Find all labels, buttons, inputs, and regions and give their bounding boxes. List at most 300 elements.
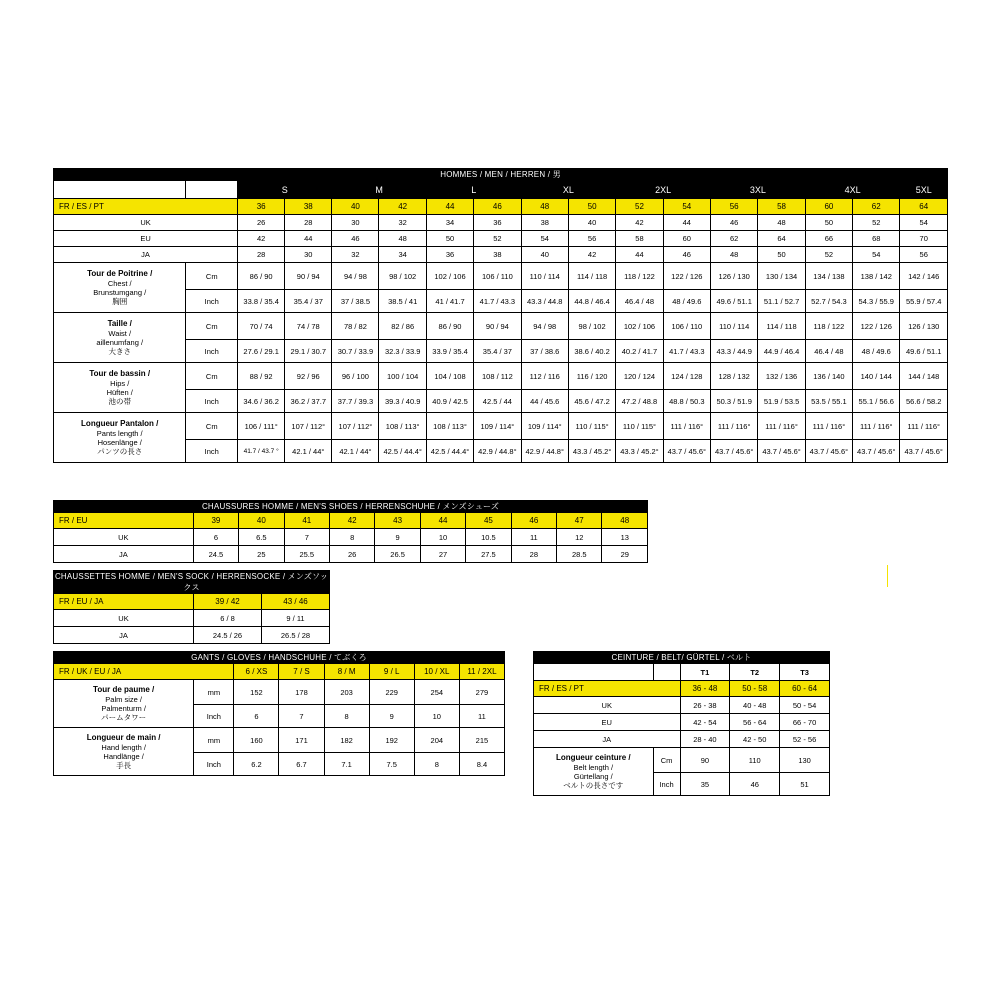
men-pants-label-l1: Pants length / (96, 428, 143, 438)
men-fr-11: 58 (758, 199, 805, 215)
men-uk-13: 52 (853, 215, 900, 231)
belt-ja-0: 28 - 40 (680, 731, 730, 748)
shoes-uk-5: 10 (420, 529, 465, 546)
men-fr-5: 46 (474, 199, 521, 215)
men-waist-cm-4: 86 / 90 (426, 313, 473, 340)
men-eu-row (54, 231, 948, 247)
men-chest-inch-0: 33.8 / 35.4 (238, 290, 285, 313)
belt-length-label (534, 748, 654, 796)
gloves-hand-mm-unit: mm (194, 728, 234, 753)
men-group-row (54, 181, 948, 199)
men-chest-cm-12: 134 / 138 (805, 263, 852, 290)
men-chest-cm-14: 142 / 146 (900, 263, 948, 290)
men-pants-cm-unit: Cm (186, 413, 238, 440)
men-pants-inch-unit: Inch (186, 440, 238, 463)
socks-fr-row (54, 594, 330, 610)
men-hips-cm-5: 108 / 112 (474, 363, 521, 390)
men-hips-inch-7: 45.6 / 47.2 (568, 390, 615, 413)
men-eu-4: 50 (426, 231, 473, 247)
men-pants-label-l2: Hosenlänge / (97, 437, 142, 447)
men-fr-2: 40 (332, 199, 379, 215)
gloves-hand-inch-5: 8.4 (459, 753, 504, 776)
men-hips-label-l2: Hüften / (106, 387, 133, 397)
belt-fr-row (534, 681, 830, 697)
men-uk-5: 36 (474, 215, 521, 231)
men-fr-1: 38 (285, 199, 332, 215)
men-ja-1: 30 (285, 247, 332, 263)
men-pants-inch-5: 42.9 / 44.8° (474, 440, 521, 463)
shoes-ja-2: 25.5 (284, 546, 329, 563)
men-waist-inch-10: 43.3 / 44.9 (711, 340, 758, 363)
men-hips-label-l3: 池の帯 (108, 396, 131, 406)
group-2xl: 2XL (616, 181, 711, 199)
gloves-hand-mm-3: 192 (369, 728, 414, 753)
men-pants-inch-2: 42.1 / 44° (332, 440, 379, 463)
gloves-hand-mm-0: 160 (234, 728, 279, 753)
gloves-fr-4: 10 / XL (414, 664, 459, 680)
shoes-fr-7: 46 (511, 513, 556, 529)
socks-uk-1: 9 / 11 (262, 610, 330, 627)
belt-length-cm-unit: Cm (653, 748, 680, 773)
men-pants-inch-14: 43.7 / 45.6° (900, 440, 948, 463)
men-hips-cm-6: 112 / 116 (521, 363, 568, 390)
men-hips-inch-12: 53.5 / 55.1 (805, 390, 852, 413)
men-eu-9: 60 (663, 231, 710, 247)
gloves-fr-2: 8 / M (324, 664, 369, 680)
mens-socks-table (53, 570, 330, 644)
gloves-palm-inch-5: 11 (459, 705, 504, 728)
page-margin-tick (887, 565, 888, 587)
gloves-fr-1: 7 / S (279, 664, 324, 680)
men-hips-inch-13: 55.1 / 56.6 (853, 390, 900, 413)
men-hips-inch-6: 44 / 45.6 (521, 390, 568, 413)
men-waist-inch-5: 35.4 / 37 (474, 340, 521, 363)
belt-tier-0: T1 (680, 664, 730, 681)
men-waist-inch-row (54, 340, 948, 363)
men-eu-1: 44 (285, 231, 332, 247)
men-pants-cm-13: 111 / 116° (853, 413, 900, 440)
shoes-ja-3: 26 (329, 546, 374, 563)
men-hips-label-l1: Hips / (110, 378, 130, 388)
belt-fr-2: 60 - 64 (780, 681, 830, 697)
men-ja-9: 46 (663, 247, 710, 263)
gloves-palm-label-l1: Palm size / (105, 694, 142, 704)
gloves-hand-inch-1: 6.7 (279, 753, 324, 776)
men-chest-inch-11: 51.1 / 52.7 (758, 290, 805, 313)
men-pants-label-l0: Longueur Pantalon / (81, 418, 159, 428)
men-fr-0: 36 (238, 199, 285, 215)
socks-fr-label: FR / EU / JA (54, 594, 194, 610)
shoes-uk-1: 6.5 (239, 529, 284, 546)
men-hips-inch-2: 37.7 / 39.3 (332, 390, 379, 413)
men-ja-3: 34 (379, 247, 426, 263)
gloves-palm-mm-4: 254 (414, 680, 459, 705)
men-ja-2: 32 (332, 247, 379, 263)
shoes-fr-8: 47 (557, 513, 602, 529)
gloves-hand-inch-0: 6.2 (234, 753, 279, 776)
gloves-hand-mm-row (54, 728, 505, 753)
men-chest-inch-3: 38.5 / 41 (379, 290, 426, 313)
men-chest-cm-row (54, 263, 948, 290)
men-pants-cm-3: 108 / 113° (379, 413, 426, 440)
men-chest-cm-13: 138 / 142 (853, 263, 900, 290)
men-waist-inch-8: 40.2 / 41.7 (616, 340, 663, 363)
shoes-ja-7: 28 (511, 546, 556, 563)
men-ja-6: 40 (521, 247, 568, 263)
men-chest-cm-11: 130 / 134 (758, 263, 805, 290)
men-hips-inch-unit: Inch (186, 390, 238, 413)
men-size-table (53, 168, 948, 463)
men-waist-cm-row (54, 313, 948, 340)
men-waist-inch-11: 44.9 / 46.4 (758, 340, 805, 363)
men-hips-label (54, 363, 186, 413)
belt-length-cm-1: 110 (730, 748, 780, 773)
men-waist-label-l2: aillenumfang / (96, 337, 144, 347)
gloves-hand-mm-5: 215 (459, 728, 504, 753)
shoes-fr-5: 44 (420, 513, 465, 529)
men-hips-inch-5: 42.5 / 44 (474, 390, 521, 413)
men-pants-inch-11: 43.7 / 45.6° (758, 440, 805, 463)
gloves-hand-mm-1: 171 (279, 728, 324, 753)
men-uk-8: 42 (616, 215, 663, 231)
men-chest-inch-1: 35.4 / 37 (285, 290, 332, 313)
men-chest-label-l2: Brunstumgang / (93, 287, 147, 297)
gloves-palm-inch-0: 6 (234, 705, 279, 728)
mens-shoes-table (53, 500, 648, 563)
shoes-fr-2: 41 (284, 513, 329, 529)
spacer (54, 181, 186, 199)
group-s: S (238, 181, 332, 199)
men-pants-inch-0: 41.7 / 43.7 ° (238, 440, 285, 463)
men-waist-cm-unit: Cm (186, 313, 238, 340)
socks-banner-row (54, 571, 330, 594)
men-eu-0: 42 (238, 231, 285, 247)
men-fr-12: 60 (805, 199, 852, 215)
group-3xl: 3XL (711, 181, 806, 199)
men-chest-inch-7: 44.8 / 46.4 (568, 290, 615, 313)
men-waist-inch-3: 32.3 / 33.9 (379, 340, 426, 363)
men-hips-inch-1: 36.2 / 37.7 (285, 390, 332, 413)
men-pants-cm-5: 109 / 114° (474, 413, 521, 440)
men-fr-7: 50 (568, 199, 615, 215)
men-chest-inch-5: 41.7 / 43.3 (474, 290, 521, 313)
gloves-palm-label-l2: Palmenturm / (101, 703, 146, 713)
belt-length-inch-2: 51 (780, 773, 830, 796)
gloves-palm-mm-2: 203 (324, 680, 369, 705)
socks-ja-label: JA (54, 627, 194, 644)
men-uk-2: 30 (332, 215, 379, 231)
men-hips-cm-2: 96 / 100 (332, 363, 379, 390)
belt-eu-2: 66 - 70 (780, 714, 830, 731)
men-hips-cm-14: 144 / 148 (900, 363, 948, 390)
belt-eu-row (534, 714, 830, 731)
men-chest-label-l3: 胸囲 (112, 296, 128, 306)
men-chest-inch-10: 49.6 / 51.1 (711, 290, 758, 313)
belt-ja-label: JA (534, 731, 681, 748)
men-pants-inch-3: 42.5 / 44.4° (379, 440, 426, 463)
group-xl: XL (521, 181, 616, 199)
men-hips-cm-0: 88 / 92 (238, 363, 285, 390)
men-fr-14: 64 (900, 199, 948, 215)
gloves-hand-mm-4: 204 (414, 728, 459, 753)
men-ja-5: 38 (474, 247, 521, 263)
men-pants-cm-7: 110 / 115° (568, 413, 615, 440)
shoes-ja-9: 29 (602, 546, 648, 563)
belt-eu-label: EU (534, 714, 681, 731)
shoes-fr-1: 40 (239, 513, 284, 529)
men-uk-3: 32 (379, 215, 426, 231)
belt-length-inch-1: 46 (730, 773, 780, 796)
men-ja-11: 50 (758, 247, 805, 263)
men-uk-1: 28 (285, 215, 332, 231)
men-hips-cm-11: 132 / 136 (758, 363, 805, 390)
men-chest-cm-6: 110 / 114 (521, 263, 568, 290)
men-eu-6: 54 (521, 231, 568, 247)
men-hips-inch-9: 48.8 / 50.3 (663, 390, 710, 413)
spacer (186, 181, 238, 199)
men-ja-14: 56 (900, 247, 948, 263)
men-eu-8: 58 (616, 231, 663, 247)
men-pants-inch-4: 42.5 / 44.4° (426, 440, 473, 463)
men-waist-inch-unit: Inch (186, 340, 238, 363)
men-chest-inch-13: 54.3 / 55.9 (853, 290, 900, 313)
shoes-uk-3: 8 (329, 529, 374, 546)
men-waist-inch-2: 30.7 / 33.9 (332, 340, 379, 363)
shoes-fr-4: 43 (375, 513, 420, 529)
gloves-palm-mm-0: 152 (234, 680, 279, 705)
men-waist-cm-12: 118 / 122 (805, 313, 852, 340)
spacer (534, 664, 654, 681)
shoes-banner: CHAUSSURES HOMME / MEN'S SHOES / HERRENSCHUHE / メンズシューズ (54, 501, 648, 513)
gloves-fr-0: 6 / XS (234, 664, 279, 680)
gloves-hand-label (54, 728, 194, 776)
shoes-ja-0: 24.5 (193, 546, 238, 563)
men-waist-inch-12: 46.4 / 48 (805, 340, 852, 363)
socks-ja-1: 26.5 / 28 (262, 627, 330, 644)
shoes-fr-0: 39 (193, 513, 238, 529)
men-fr-6: 48 (521, 199, 568, 215)
shoes-uk-8: 12 (557, 529, 602, 546)
gloves-hand-mm-2: 182 (324, 728, 369, 753)
men-pants-cm-4: 108 / 113° (426, 413, 473, 440)
men-ja-10: 48 (711, 247, 758, 263)
gloves-palm-label (54, 680, 194, 728)
socks-banner: CHAUSSETTES HOMME / MEN'S SOCK / HERRENSOCKE / メンズソックス (54, 572, 329, 592)
men-eu-label: EU (54, 231, 238, 247)
men-waist-cm-1: 74 / 78 (285, 313, 332, 340)
shoes-banner-row (54, 501, 648, 513)
men-hips-cm-4: 104 / 108 (426, 363, 473, 390)
men-pants-inch-7: 43.3 / 45.2° (568, 440, 615, 463)
men-waist-cm-2: 78 / 82 (332, 313, 379, 340)
men-pants-cm-row (54, 413, 948, 440)
men-ja-12: 52 (805, 247, 852, 263)
men-fr-label: FR / ES / PT (54, 199, 238, 215)
men-waist-inch-4: 33.9 / 35.4 (426, 340, 473, 363)
men-fr-3: 42 (379, 199, 426, 215)
gloves-palm-mm-1: 178 (279, 680, 324, 705)
men-pants-inch-8: 43.3 / 45.2° (616, 440, 663, 463)
men-chest-label-l1: Chest / (107, 278, 132, 288)
men-pants-inch-9: 43.7 / 45.6° (663, 440, 710, 463)
belt-ja-row (534, 731, 830, 748)
men-chest-label-l0: Tour de Poitrine / (87, 268, 153, 278)
men-uk-10: 46 (711, 215, 758, 231)
men-hips-inch-4: 40.9 / 42.5 (426, 390, 473, 413)
gloves-palm-label-l3: パームタワー (101, 712, 147, 722)
men-hips-cm-7: 116 / 120 (568, 363, 615, 390)
men-waist-cm-9: 106 / 110 (663, 313, 710, 340)
men-pants-label-l3: パンツの長さ (97, 446, 143, 456)
gloves-fr-row (54, 664, 505, 680)
belt-length-inch-0: 35 (680, 773, 730, 796)
men-chest-cm-unit: Cm (186, 263, 238, 290)
men-banner-row (54, 169, 948, 181)
gloves-banner: GANTS / GLOVES / HANDSCHUHE / てぶくろ (54, 652, 505, 664)
men-waist-label (54, 313, 186, 363)
men-ja-0: 28 (238, 247, 285, 263)
men-hips-cm-unit: Cm (186, 363, 238, 390)
shoes-ja-row (54, 546, 648, 563)
belt-tier-2: T3 (780, 664, 830, 681)
men-fr-4: 44 (426, 199, 473, 215)
men-ja-row (54, 247, 948, 263)
men-uk-4: 34 (426, 215, 473, 231)
men-pants-cm-14: 111 / 116° (900, 413, 948, 440)
men-eu-10: 62 (711, 231, 758, 247)
men-chest-cm-7: 114 / 118 (568, 263, 615, 290)
gloves-palm-inch-2: 8 (324, 705, 369, 728)
belt-tier-row (534, 664, 830, 681)
belt-length-label-l0: Longueur ceinture / (555, 752, 631, 762)
gloves-banner-row (54, 652, 505, 664)
shoes-ja-4: 26.5 (375, 546, 420, 563)
men-chest-inch-8: 46.4 / 48 (616, 290, 663, 313)
men-ja-8: 44 (616, 247, 663, 263)
men-waist-label-l3: 大きさ (108, 346, 131, 356)
socks-ja-row (54, 627, 330, 644)
men-pants-cm-0: 106 / 111° (238, 413, 285, 440)
men-waist-inch-13: 48 / 49.6 (853, 340, 900, 363)
men-chest-inch-2: 37 / 38.5 (332, 290, 379, 313)
socks-ja-0: 24.5 / 26 (194, 627, 262, 644)
socks-fr-0: 39 / 42 (194, 594, 262, 610)
gloves-hand-label-l3: 手長 (116, 760, 132, 770)
men-fr-9: 54 (663, 199, 710, 215)
men-pants-cm-12: 111 / 116° (805, 413, 852, 440)
gloves-hand-inch-unit: Inch (194, 753, 234, 776)
socks-uk-0: 6 / 8 (194, 610, 262, 627)
men-pants-cm-11: 111 / 116° (758, 413, 805, 440)
men-chest-cm-1: 90 / 94 (285, 263, 332, 290)
men-chest-cm-2: 94 / 98 (332, 263, 379, 290)
shoes-uk-row (54, 529, 648, 546)
men-fr-row (54, 199, 948, 215)
shoes-fr-6: 45 (466, 513, 511, 529)
men-eu-2: 46 (332, 231, 379, 247)
men-pants-cm-2: 107 / 112° (332, 413, 379, 440)
socks-uk-row (54, 610, 330, 627)
men-pants-inch-10: 43.7 / 45.6° (711, 440, 758, 463)
men-chest-inch-9: 48 / 49.6 (663, 290, 710, 313)
men-eu-7: 56 (568, 231, 615, 247)
men-hips-cm-9: 124 / 128 (663, 363, 710, 390)
men-pants-cm-6: 109 / 114° (521, 413, 568, 440)
socks-fr-1: 43 / 46 (262, 594, 330, 610)
men-waist-cm-6: 94 / 98 (521, 313, 568, 340)
men-ja-13: 54 (853, 247, 900, 263)
belt-tier-1: T2 (730, 664, 780, 681)
men-chest-inch-6: 43.3 / 44.8 (521, 290, 568, 313)
men-waist-cm-11: 114 / 118 (758, 313, 805, 340)
men-chest-cm-5: 106 / 110 (474, 263, 521, 290)
shoes-fr-3: 42 (329, 513, 374, 529)
belt-ja-2: 52 - 56 (780, 731, 830, 748)
men-waist-cm-13: 122 / 126 (853, 313, 900, 340)
belt-length-cm-2: 130 (780, 748, 830, 773)
shoes-uk-0: 6 (193, 529, 238, 546)
men-uk-row (54, 215, 948, 231)
gloves-hand-inch-2: 7.1 (324, 753, 369, 776)
men-hips-inch-row (54, 390, 948, 413)
men-chest-inch-unit: Inch (186, 290, 238, 313)
men-banner: HOMMES / MEN / HERREN / 男 (54, 169, 948, 181)
men-ja-label: JA (54, 247, 238, 263)
men-pants-inch-1: 42.1 / 44° (285, 440, 332, 463)
men-hips-cm-3: 100 / 104 (379, 363, 426, 390)
men-ja-4: 36 (426, 247, 473, 263)
gloves-palm-mm-unit: mm (194, 680, 234, 705)
men-hips-inch-10: 50.3 / 51.9 (711, 390, 758, 413)
belt-length-label-l1: Belt length / (573, 762, 614, 772)
men-hips-inch-8: 47.2 / 48.8 (616, 390, 663, 413)
gloves-hand-label-l0: Longueur de main / (86, 732, 161, 742)
gloves-palm-inch-4: 10 (414, 705, 459, 728)
shoes-ja-8: 28.5 (557, 546, 602, 563)
gloves-fr-3: 9 / L (369, 664, 414, 680)
men-chest-cm-10: 126 / 130 (711, 263, 758, 290)
belt-banner-row (534, 652, 830, 664)
men-chest-inch-4: 41 / 41.7 (426, 290, 473, 313)
men-hips-cm-10: 128 / 132 (711, 363, 758, 390)
men-eu-12: 66 (805, 231, 852, 247)
group-5xl: 5XL (900, 181, 948, 199)
men-pants-inch-12: 43.7 / 45.6° (805, 440, 852, 463)
shoes-fr-9: 48 (602, 513, 648, 529)
shoes-uk-2: 7 (284, 529, 329, 546)
men-chest-cm-0: 86 / 90 (238, 263, 285, 290)
belt-length-label-l2: Gürtellang / (573, 771, 613, 781)
men-eu-5: 52 (474, 231, 521, 247)
belt-eu-1: 56 - 64 (730, 714, 780, 731)
belt-banner: CEINTURE / BELT/ GÜRTEL / ベルト (534, 652, 830, 664)
men-pants-label (54, 413, 186, 463)
gloves-table (53, 651, 505, 776)
men-waist-cm-3: 82 / 86 (379, 313, 426, 340)
men-waist-cm-10: 110 / 114 (711, 313, 758, 340)
belt-uk-2: 50 - 54 (780, 697, 830, 714)
men-waist-label-l1: Waist / (108, 328, 132, 338)
men-waist-cm-14: 126 / 130 (900, 313, 948, 340)
group-m: M (332, 181, 427, 199)
belt-uk-0: 26 - 38 (680, 697, 730, 714)
men-chest-inch-12: 52.7 / 54.3 (805, 290, 852, 313)
shoes-ja-6: 27.5 (466, 546, 511, 563)
men-uk-0: 26 (238, 215, 285, 231)
men-hips-inch-11: 51.9 / 53.5 (758, 390, 805, 413)
gloves-palm-inch-1: 7 (279, 705, 324, 728)
men-waist-inch-0: 27.6 / 29.1 (238, 340, 285, 363)
